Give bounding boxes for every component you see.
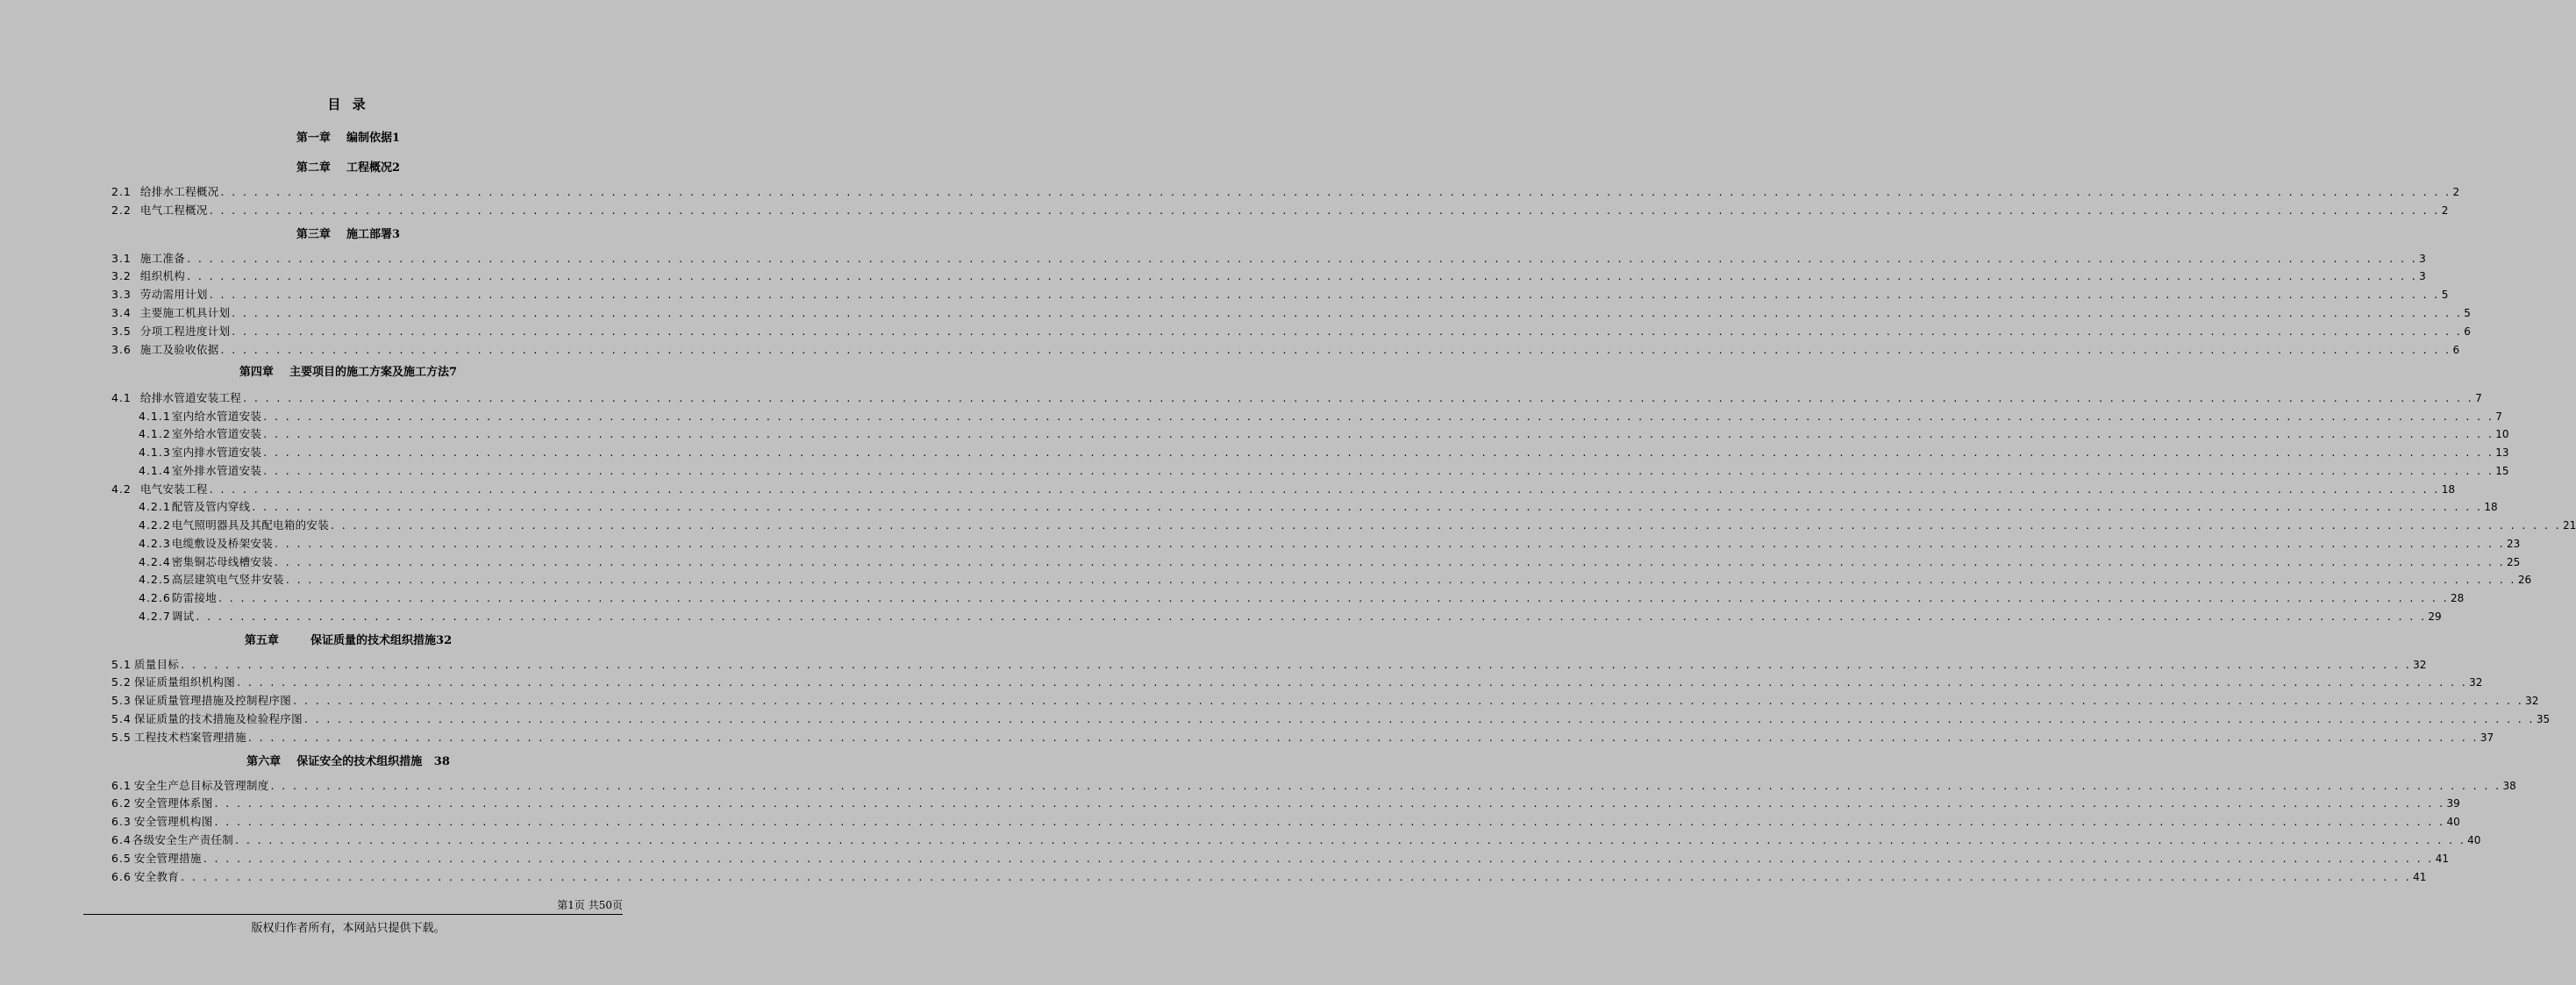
toc-entry-number: 6.5 — [111, 852, 132, 865]
toc-entry-page: 7 — [2495, 410, 2502, 423]
toc-entry-page: 41 — [2413, 871, 2427, 883]
dot-leader: . . . . . . . . . . . . . . . . . . . . . . . . . . . . . . . . . . . . . . . . . . . . . . . . . . . . . . . . . . . . . . . . . . . . . . . . . . . . . . . . . . . . . . . . . . . . . . . . . . . . . . . . . . . . . . . . . . . . . . . . . . . . . . . . . . . . . . . . . . . . . . . . . . . . . . . . . . . . . . . . . . . . . . . . . . . . . . . . . . . . . . . . . . . . . . . . . . . . . . . . — [275, 537, 2505, 550]
toc-entry-page: 25 — [2507, 556, 2521, 568]
dot-leader: . . . . . . . . . . . . . . . . . . . . . . . . . . . . . . . . . . . . . . . . . . . . . . . . . . . . . . . . . . . . . . . . . . . . . . . . . . . . . . . . . . . . . . . . . . . . . . . . . . . . . . . . . . . . . . . . . . . . . . . . . . . . . . . . . . . . . . . . . . . . . . . . . . . . . . . . . . . . . . . . . . . . . . . . . . . . . . . . . . . . . . . . . . . . . . . . . . . . . . . . — [181, 658, 2412, 671]
toc-entry-number: 5.5 — [111, 731, 132, 744]
toc-entry[interactable] — [139, 408, 2502, 425]
toc-entry-number: 3.5 — [111, 325, 132, 338]
toc-entry[interactable] — [111, 777, 2516, 795]
toc-entry-label: 防雷接地 — [171, 591, 218, 604]
dot-leader: . . . . . . . . . . . . . . . . . . . . . . . . . . . . . . . . . . . . . . . . . . . . . . . . . . . . . . . . . . . . . . . . . . . . . . . . . . . . . . . . . . . . . . . . . . . . . . . . . . . . . . . . . . . . . . . . . . . . . . . . . . . . . . . . . . . . . . . . . . . . . . . . . . . . . . . . . . . . . . . . . . . . . . . . . . . . . . . . . . . . . . . . . . . . . . . . . . . . . . . . — [214, 796, 2445, 810]
dot-leader: . . . . . . . . . . . . . . . . . . . . . . . . . . . . . . . . . . . . . . . . . . . . . . . . . . . . . . . . . . . . . . . . . . . . . . . . . . . . . . . . . . . . . . . . . . . . . . . . . . . . . . . . . . . . . . . . . . . . . . . . . . . . . . . . . . . . . . . . . . . . . . . . . . . . . . . . . . . . . . . . . . . . . . . . . . . . . . . . . . . . . . . . . . . . . . . . . . . . . . . . — [243, 391, 2474, 404]
dot-leader: . . . . . . . . . . . . . . . . . . . . . . . . . . . . . . . . . . . . . . . . . . . . . . . . . . . . . . . . . . . . . . . . . . . . . . . . . . . . . . . . . . . . . . . . . . . . . . . . . . . . . . . . . . . . . . . . . . . . . . . . . . . . . . . . . . . . . . . . . . . . . . . . . . . . . . . . . . . . . . . . . . . . . . . . . . . . . . . . . . . . . . . . . . . . . . . . . . . . . . . . — [252, 500, 2483, 513]
toc-entry-number: 5.2 — [111, 675, 132, 689]
toc-entry-number: 3.4 — [111, 306, 132, 319]
dot-leader: . . . . . . . . . . . . . . . . . . . . . . . . . . . . . . . . . . . . . . . . . . . . . . . . . . . . . . . . . . . . . . . . . . . . . . . . . . . . . . . . . . . . . . . . . . . . . . . . . . . . . . . . . . . . . . . . . . . . . . . . . . . . . . . . . . . . . . . . . . . . . . . . . . . . . . . . . . . . . . . . . . . . . . . . . . . . . . . . . . . . . . . . . . . . . . . . . . . . . . . . — [209, 203, 2440, 217]
toc-entry-page: 2 — [2441, 204, 2449, 217]
dot-leader: . . . . . . . . . . . . . . . . . . . . . . . . . . . . . . . . . . . . . . . . . . . . . . . . . . . . . . . . . . . . . . . . . . . . . . . . . . . . . . . . . . . . . . . . . . . . . . . . . . . . . . . . . . . . . . . . . . . . . . . . . . . . . . . . . . . . . . . . . . . . . . . . . . . . . . . . . . . . . . . . . . . . . . . . . . . . . . . . . . . . . . . . . . . . . . . . . . . . . . . . — [275, 555, 2505, 568]
toc-entry-page: 5 — [2441, 289, 2449, 301]
toc-entry-number: 4.1 — [111, 391, 132, 404]
dot-leader: . . . . . . . . . . . . . . . . . . . . . . . . . . . . . . . . . . . . . . . . . . . . . . . . . . . . . . . . . . . . . . . . . . . . . . . . . . . . . . . . . . . . . . . . . . . . . . . . . . . . . . . . . . . . . . . . . . . . . . . . . . . . . . . . . . . . . . . . . . . . . . . . . . . . . . . . . . . . . . . . . . . . . . . . . . . . . . . . . . . . . . . . . . . . . . . . . . . . . . . . — [237, 675, 2468, 689]
toc-entry-number: 2.2 — [111, 203, 132, 217]
toc-entry-number: 6.6 — [111, 870, 132, 883]
toc-entry[interactable] — [139, 444, 2509, 461]
toc-entry-number: 4.2.7 — [139, 610, 171, 623]
dot-leader: . . . . . . . . . . . . . . . . . . . . . . . . . . . . . . . . . . . . . . . . . . . . . . . . . . . . . . . . . . . . . . . . . . . . . . . . . . . . . . . . . . . . . . . . . . . . . . . . . . . . . . . . . . . . . . . . . . . . . . . . . . . . . . . . . . . . . . . . . . . . . . . . . . . . . . . . . . . . . . . . . . . . . . . . . . . . . . . . . . . . . . . . . . . . . . . . . . . . . . . . — [214, 815, 2445, 828]
toc-entry[interactable] — [111, 692, 2539, 710]
toc-entry-page: 3 — [2419, 253, 2426, 265]
toc-entry[interactable] — [111, 341, 2460, 359]
toc-entry-page: 18 — [2484, 501, 2498, 513]
toc-entry-number: 5.3 — [111, 694, 132, 707]
toc-entry[interactable] — [139, 571, 2532, 589]
toc-entry-page: 40 — [2467, 834, 2481, 846]
toc-entry-page: 6 — [2464, 325, 2471, 338]
toc-entry-label: 配管及管内穿线 — [171, 500, 251, 513]
chapter-heading[interactable]: 第六章 保证安全的技术组织措施 38 — [246, 755, 450, 768]
toc-entry-number: 3.6 — [111, 343, 132, 356]
dot-leader: . . . . . . . . . . . . . . . . . . . . . . . . . . . . . . . . . . . . . . . . . . . . . . . . . . . . . . . . . . . . . . . . . . . . . . . . . . . . . . . . . . . . . . . . . . . . . . . . . . . . . . . . . . . . . . . . . . . . . . . . . . . . . . . . . . . . . . . . . . . . . . . . . . . . . . . . . . . . . . . . . . . . . . . . . . . . . . . . . . . . . . . . . . . . . . . . . . . . . . . . — [247, 731, 2479, 744]
toc-entry-label: 主要施工机具计划 — [139, 306, 231, 319]
toc-entry-number: 6.2 — [111, 796, 132, 810]
toc-entry-label: 安全管理体系图 — [133, 796, 213, 810]
toc-entry-page: 10 — [2495, 428, 2509, 440]
toc-entry-label: 安全管理措施 — [133, 852, 202, 865]
toc-entry[interactable] — [139, 517, 2576, 534]
toc-entry-page: 38 — [2502, 780, 2516, 792]
toc-entry-label: 工程技术档案管理措施 — [133, 731, 246, 744]
toc-entry[interactable] — [111, 268, 2426, 285]
toc-entry-number: 3.3 — [111, 288, 132, 301]
toc-entry-label: 高层建筑电气竖井安装 — [171, 573, 284, 586]
toc-entry-number: 4.1.4 — [139, 464, 171, 477]
dot-leader: . . . . . . . . . . . . . . . . . . . . . . . . . . . . . . . . . . . . . . . . . . . . . . . . . . . . . . . . . . . . . . . . . . . . . . . . . . . . . . . . . . . . . . . . . . . . . . . . . . . . . . . . . . . . . . . . . . . . . . . . . . . . . . . . . . . . . . . . . . . . . . . . . . . . . . . . . . . . . . . . . . . . . . . . . . . . . . . . . . . . . . . . . . . . . . . . . . . . . . . . — [220, 185, 2451, 198]
toc-entry-label: 室内排水管道安装 — [171, 446, 262, 459]
toc-entry[interactable] — [111, 323, 2471, 340]
toc-entry-label: 质量目标 — [133, 658, 180, 671]
toc-entry-number: 4.1.2 — [139, 427, 171, 440]
chapter-heading[interactable]: 第三章 施工部署3 — [296, 228, 401, 241]
toc-entry-number: 4.2.2 — [139, 518, 171, 532]
toc-entry[interactable] — [111, 850, 2449, 867]
toc-entry-label: 施工准备 — [139, 252, 186, 265]
toc-entry-label: 电气工程概况 — [139, 203, 208, 217]
toc-entry[interactable] — [111, 813, 2460, 831]
toc-entry-number: 2.1 — [111, 185, 132, 198]
toc-entry-page: 32 — [2469, 676, 2483, 689]
dot-leader: . . . . . . . . . . . . . . . . . . . . . . . . . . . . . . . . . . . . . . . . . . . . . . . . . . . . . . . . . . . . . . . . . . . . . . . . . . . . . . . . . . . . . . . . . . . . . . . . . . . . . . . . . . . . . . . . . . . . . . . . . . . . . . . . . . . . . . . . . . . . . . . . . . . . . . . . . . . . . . . . . . . . . . . . . . . . . . . . . . . . . . . . . . . . . . . . . . . . . . . . — [232, 325, 2463, 338]
toc-entry-label: 安全生产总目标及管理制度 — [133, 779, 269, 792]
toc-entry[interactable] — [139, 535, 2521, 553]
toc-entry-page: 2 — [2452, 186, 2460, 198]
dot-leader: . . . . . . . . . . . . . . . . . . . . . . . . . . . . . . . . . . . . . . . . . . . . . . . . . . . . . . . . . . . . . . . . . . . . . . . . . . . . . . . . . . . . . . . . . . . . . . . . . . . . . . . . . . . . . . . . . . . . . . . . . . . . . . . . . . . . . . . . . . . . . . . . . . . . . . . . . . . . . . . . . . . . . . . . . . . . . . . . . . . . . . . . . . . . . . . . . . . . . . . . — [209, 482, 2440, 496]
toc-entry-page: 3 — [2419, 270, 2426, 282]
toc-entry-page: 21 — [2563, 519, 2576, 532]
toc-entry[interactable] — [111, 286, 2449, 303]
toc-entry-page: 5 — [2464, 307, 2471, 319]
dot-leader: . . . . . . . . . . . . . . . . . . . . . . . . . . . . . . . . . . . . . . . . . . . . . . . . . . . . . . . . . . . . . . . . . . . . . . . . . . . . . . . . . . . . . . . . . . . . . . . . . . . . . . . . . . . . . . . . . . . . . . . . . . . . . . . . . . . . . . . . . . . . . . . . . . . . . . . . . . . . . . . . . . . . . . . . . . . . . . . . . . . . . . . . . . . . . . . . . . . . . . . . — [263, 410, 2494, 423]
toc-entry-number: 4.2 — [111, 482, 132, 496]
toc-entry-page: 26 — [2517, 574, 2532, 586]
toc-entry-label: 电气安装工程 — [139, 482, 208, 496]
copyright-note: 版权归作者所有，本网站只提供下载。 — [251, 922, 446, 935]
toc-entry-number: 4.2.6 — [139, 591, 171, 604]
toc-entry-label: 给排水管道安装工程 — [139, 391, 242, 404]
toc-entry-label: 室内给水管道安装 — [171, 410, 262, 423]
toc-entry-label: 安全管理机构图 — [133, 815, 213, 828]
toc-entry[interactable] — [111, 389, 2482, 407]
dot-leader: . . . . . . . . . . . . . . . . . . . . . . . . . . . . . . . . . . . . . . . . . . . . . . . . . . . . . . . . . . . . . . . . . . . . . . . . . . . . . . . . . . . . . . . . . . . . . . . . . . . . . . . . . . . . . . . . . . . . . . . . . . . . . . . . . . . . . . . . . . . . . . . . . . . . . . . . . . . . . . . . . . . . . . . . . . . . . . . . . . . . . . . . . . . . . . . . . . . . . . . . — [270, 779, 2501, 792]
toc-entry-label: 保证质量组织机构图 — [133, 675, 236, 689]
dot-leader: . . . . . . . . . . . . . . . . . . . . . . . . . . . . . . . . . . . . . . . . . . . . . . . . . . . . . . . . . . . . . . . . . . . . . . . . . . . . . . . . . . . . . . . . . . . . . . . . . . . . . . . . . . . . . . . . . . . . . . . . . . . . . . . . . . . . . . . . . . . . . . . . . . . . . . . . . . . . . . . . . . . . . . . . . . . . . . . . . . . . . . . . . . . . . . . . . . . . . . . . — [303, 712, 2535, 725]
dot-leader: . . . . . . . . . . . . . . . . . . . . . . . . . . . . . . . . . . . . . . . . . . . . . . . . . . . . . . . . . . . . . . . . . . . . . . . . . . . . . . . . . . . . . . . . . . . . . . . . . . . . . . . . . . . . . . . . . . . . . . . . . . . . . . . . . . . . . . . . . . . . . . . . . . . . . . . . . . . . . . . . . . . . . . . . . . . . . . . . . . . . . . . . . . . . . . . . . . . . . . . . — [263, 446, 2494, 459]
toc-entry-page: 39 — [2446, 797, 2460, 810]
toc-entry-page: 23 — [2507, 538, 2521, 550]
dot-leader: . . . . . . . . . . . . . . . . . . . . . . . . . . . . . . . . . . . . . . . . . . . . . . . . . . . . . . . . . . . . . . . . . . . . . . . . . . . . . . . . . . . . . . . . . . . . . . . . . . . . . . . . . . . . . . . . . . . . . . . . . . . . . . . . . . . . . . . . . . . . . . . . . . . . . . . . . . . . . . . . . . . . . . . . . . . . . . . . . . . . . . . . . . . . . . . . . . . . . . . . — [232, 306, 2463, 319]
toc-entry-label: 施工及验收依据 — [139, 343, 219, 356]
toc-title: 目 录 — [327, 96, 369, 112]
toc-entry-page: 13 — [2495, 446, 2509, 459]
toc-entry-page: 7 — [2475, 392, 2482, 404]
toc-entry-page: 15 — [2495, 465, 2509, 477]
toc-entry-page: 18 — [2441, 483, 2455, 496]
toc-entry[interactable] — [111, 656, 2427, 674]
footer-divider — [83, 914, 623, 915]
toc-entry-label: 保证质量管理措施及控制程序图 — [133, 694, 292, 707]
toc-entry-label: 各级安全生产责任制 — [132, 833, 234, 846]
toc-entry[interactable] — [111, 183, 2460, 201]
toc-entry[interactable] — [111, 481, 2455, 498]
toc-entry-number: 3.2 — [111, 269, 132, 282]
toc-entry-number: 6.1 — [111, 779, 132, 792]
toc-entry-label: 安全教育 — [133, 870, 180, 883]
toc-entry-page: 37 — [2480, 732, 2494, 744]
toc-entry-page: 6 — [2452, 344, 2460, 356]
chapter-heading[interactable]: 第二章 工程概况2 — [296, 161, 401, 175]
toc-entry[interactable] — [111, 795, 2460, 812]
toc-entry-number: 4.1.3 — [139, 446, 171, 459]
toc-entry-label: 室外排水管道安装 — [171, 464, 262, 477]
dot-leader: . . . . . . . . . . . . . . . . . . . . . . . . . . . . . . . . . . . . . . . . . . . . . . . . . . . . . . . . . . . . . . . . . . . . . . . . . . . . . . . . . . . . . . . . . . . . . . . . . . . . . . . . . . . . . . . . . . . . . . . . . . . . . . . . . . . . . . . . . . . . . . . . . . . . . . . . . . . . . . . . . . . . . . . . . . . . . . . . . . . . . . . . . . . . . . . . . . . . . . . . — [218, 591, 2449, 604]
toc-entry[interactable] — [139, 425, 2509, 443]
dot-leader: . . . . . . . . . . . . . . . . . . . . . . . . . . . . . . . . . . . . . . . . . . . . . . . . . . . . . . . . . . . . . . . . . . . . . . . . . . . . . . . . . . . . . . . . . . . . . . . . . . . . . . . . . . . . . . . . . . . . . . . . . . . . . . . . . . . . . . . . . . . . . . . . . . . . . . . . . . . . . . . . . . . . . . . . . . . . . . . . . . . . . . . . . . . . . . . . . . . . . . . . — [220, 343, 2451, 356]
toc-entry[interactable] — [111, 674, 2483, 691]
toc-entry-page: 41 — [2435, 853, 2449, 865]
toc-entry[interactable] — [139, 608, 2442, 625]
toc-entry-number: 4.1.1 — [139, 410, 171, 423]
toc-entry-number: 6.3 — [111, 815, 132, 828]
toc-entry-number: 5.1 — [111, 658, 132, 671]
toc-entry-page: 32 — [2413, 659, 2427, 671]
page-number: 第1页 共50页 — [557, 899, 623, 911]
toc-entry-label: 给排水工程概况 — [139, 185, 219, 198]
dot-leader: . . . . . . . . . . . . . . . . . . . . . . . . . . . . . . . . . . . . . . . . . . . . . . . . . . . . . . . . . . . . . . . . . . . . . . . . . . . . . . . . . . . . . . . . . . . . . . . . . . . . . . . . . . . . . . . . . . . . . . . . . . . . . . . . . . . . . . . . . . . . . . . . . . . . . . . . . . . . . . . . . . . . . . . . . . . . . . . . . . . . . . . . . . . . . . . . . . . . . . . . — [187, 269, 2418, 282]
toc-entry[interactable] — [139, 553, 2521, 571]
toc-entry-number: 4.2.5 — [139, 573, 171, 586]
toc-entry-number: 4.2.3 — [139, 537, 171, 550]
toc-entry[interactable] — [111, 250, 2426, 268]
chapter-heading[interactable]: 第五章 保证质量的技术组织措施32 — [244, 634, 453, 647]
dot-leader: . . . . . . . . . . . . . . . . . . . . . . . . . . . . . . . . . . . . . . . . . . . . . . . . . . . . . . . . . . . . . . . . . . . . . . . . . . . . . . . . . . . . . . . . . . . . . . . . . . . . . . . . . . . . . . . . . . . . . . . . . . . . . . . . . . . . . . . . . . . . . . . . . . . . . . . . . . . . . . . . . . . . . . . . . . . . . . . . . . . . . . . . . . . . . . . . . . . . . . . . — [196, 610, 2427, 623]
toc-entry-label: 劳动需用计划 — [139, 288, 208, 301]
chapter-heading[interactable]: 第四章 主要项目的施工方案及施工方法7 — [239, 366, 458, 379]
toc-entry-number: 4.2.4 — [139, 555, 171, 568]
toc-entry-number: 3.1 — [111, 252, 132, 265]
toc-entry-number: 5.4 — [111, 712, 132, 725]
toc-entry-number: 6.4 — [111, 833, 132, 846]
toc-entry-number: 4.2.1 — [139, 500, 171, 513]
toc-entry[interactable] — [111, 202, 2449, 219]
toc-entry-label: 组织机构 — [139, 269, 186, 282]
toc-entry[interactable] — [139, 462, 2509, 480]
toc-entry-label: 分项工程进度计划 — [139, 325, 231, 338]
toc-entry-label: 电缆敷设及桥架安装 — [171, 537, 274, 550]
toc-entry[interactable] — [111, 868, 2427, 886]
toc-entry-page: 29 — [2428, 610, 2442, 623]
dot-leader: . . . . . . . . . . . . . . . . . . . . . . . . . . . . . . . . . . . . . . . . . . . . . . . . . . . . . . . . . . . . . . . . . . . . . . . . . . . . . . . . . . . . . . . . . . . . . . . . . . . . . . . . . . . . . . . . . . . . . . . . . . . . . . . . . . . . . . . . . . . . . . . . . . . . . . . . . . . . . . . . . . . . . . . . . . . . . . . . . . . . . . . . . . . . . . . . . . . . . . . . — [235, 833, 2466, 846]
toc-entry-label: 室外给水管道安装 — [171, 427, 262, 440]
toc-entry[interactable] — [111, 304, 2471, 322]
toc-entry-label: 保证质量的技术措施及检验程序图 — [133, 712, 303, 725]
toc-entry[interactable] — [111, 729, 2494, 746]
dot-leader: . . . . . . . . . . . . . . . . . . . . . . . . . . . . . . . . . . . . . . . . . . . . . . . . . . . . . . . . . . . . . . . . . . . . . . . . . . . . . . . . . . . . . . . . . . . . . . . . . . . . . . . . . . . . . . . . . . . . . . . . . . . . . . . . . . . . . . . . . . . . . . . . . . . . . . . . . . . . . . . . . . . . . . . . . . . . . . . . . . . . . . . . . . . . . . . . . . . . . . . . — [181, 870, 2412, 883]
chapter-heading[interactable]: 第一章 编制依据1 — [296, 132, 401, 145]
toc-entry-page: 32 — [2525, 695, 2539, 707]
toc-entry[interactable] — [111, 710, 2551, 728]
toc-entry[interactable] — [139, 498, 2498, 516]
dot-leader: . . . . . . . . . . . . . . . . . . . . . . . . . . . . . . . . . . . . . . . . . . . . . . . . . . . . . . . . . . . . . . . . . . . . . . . . . . . . . . . . . . . . . . . . . . . . . . . . . . . . . . . . . . . . . . . . . . . . . . . . . . . . . . . . . . . . . . . . . . . . . . . . . . . . . . . . . . . . . . . . . . . . . . . . . . . . . . . . . . . . . . . . . . . . . . . . . . . . . . . . — [209, 288, 2440, 301]
dot-leader: . . . . . . . . . . . . . . . . . . . . . . . . . . . . . . . . . . . . . . . . . . . . . . . . . . . . . . . . . . . . . . . . . . . . . . . . . . . . . . . . . . . . . . . . . . . . . . . . . . . . . . . . . . . . . . . . . . . . . . . . . . . . . . . . . . . . . . . . . . . . . . . . . . . . . . . . . . . . . . . . . . . . . . . . . . . . . . . . . . . . . . . . . . . . . . . . . . . . . . . . — [331, 518, 2561, 532]
dot-leader: . . . . . . . . . . . . . . . . . . . . . . . . . . . . . . . . . . . . . . . . . . . . . . . . . . . . . . . . . . . . . . . . . . . . . . . . . . . . . . . . . . . . . . . . . . . . . . . . . . . . . . . . . . . . . . . . . . . . . . . . . . . . . . . . . . . . . . . . . . . . . . . . . . . . . . . . . . . . . . . . . . . . . . . . . . . . . . . . . . . . . . . . . . . . . . . . . . . . . . . . — [203, 852, 2434, 865]
toc-entry[interactable] — [111, 832, 2481, 849]
toc-entry-label: 调试 — [171, 610, 195, 623]
dot-leader: . . . . . . . . . . . . . . . . . . . . . . . . . . . . . . . . . . . . . . . . . . . . . . . . . . . . . . . . . . . . . . . . . . . . . . . . . . . . . . . . . . . . . . . . . . . . . . . . . . . . . . . . . . . . . . . . . . . . . . . . . . . . . . . . . . . . . . . . . . . . . . . . . . . . . . . . . . . . . . . . . . . . . . . . . . . . . . . . . . . . . . . . . . . . . . . . . . . . . . . . — [263, 427, 2494, 440]
toc-entry-page: 35 — [2536, 713, 2551, 725]
toc-entry-page: 40 — [2446, 816, 2460, 828]
toc-entry-label: 电气照明器具及其配电箱的安装 — [171, 518, 330, 532]
toc-entry[interactable] — [139, 589, 2465, 607]
dot-leader: . . . . . . . . . . . . . . . . . . . . . . . . . . . . . . . . . . . . . . . . . . . . . . . . . . . . . . . . . . . . . . . . . . . . . . . . . . . . . . . . . . . . . . . . . . . . . . . . . . . . . . . . . . . . . . . . . . . . . . . . . . . . . . . . . . . . . . . . . . . . . . . . . . . . . . . . . . . . . . . . . . . . . . . . . . . . . . . . . . . . . . . . . . . . . . . . . . . . . . . . — [263, 464, 2494, 477]
dot-leader: . . . . . . . . . . . . . . . . . . . . . . . . . . . . . . . . . . . . . . . . . . . . . . . . . . . . . . . . . . . . . . . . . . . . . . . . . . . . . . . . . . . . . . . . . . . . . . . . . . . . . . . . . . . . . . . . . . . . . . . . . . . . . . . . . . . . . . . . . . . . . . . . . . . . . . . . . . . . . . . . . . . . . . . . . . . . . . . . . . . . . . . . . . . . . . . . . . . . . . . . — [187, 252, 2418, 265]
dot-leader: . . . . . . . . . . . . . . . . . . . . . . . . . . . . . . . . . . . . . . . . . . . . . . . . . . . . . . . . . . . . . . . . . . . . . . . . . . . . . . . . . . . . . . . . . . . . . . . . . . . . . . . . . . . . . . . . . . . . . . . . . . . . . . . . . . . . . . . . . . . . . . . . . . . . . . . . . . . . . . . . . . . . . . . . . . . . . . . . . . . . . . . . . . . . . . . . . . . . . . . . — [293, 694, 2524, 707]
toc-entry-label: 密集铜芯母线槽安装 — [171, 555, 274, 568]
dot-leader: . . . . . . . . . . . . . . . . . . . . . . . . . . . . . . . . . . . . . . . . . . . . . . . . . . . . . . . . . . . . . . . . . . . . . . . . . . . . . . . . . . . . . . . . . . . . . . . . . . . . . . . . . . . . . . . . . . . . . . . . . . . . . . . . . . . . . . . . . . . . . . . . . . . . . . . . . . . . . . . . . . . . . . . . . . . . . . . . . . . . . . . . . . . . . . . . . . . . . . . . — [285, 573, 2516, 586]
toc-entry-page: 28 — [2451, 592, 2465, 604]
